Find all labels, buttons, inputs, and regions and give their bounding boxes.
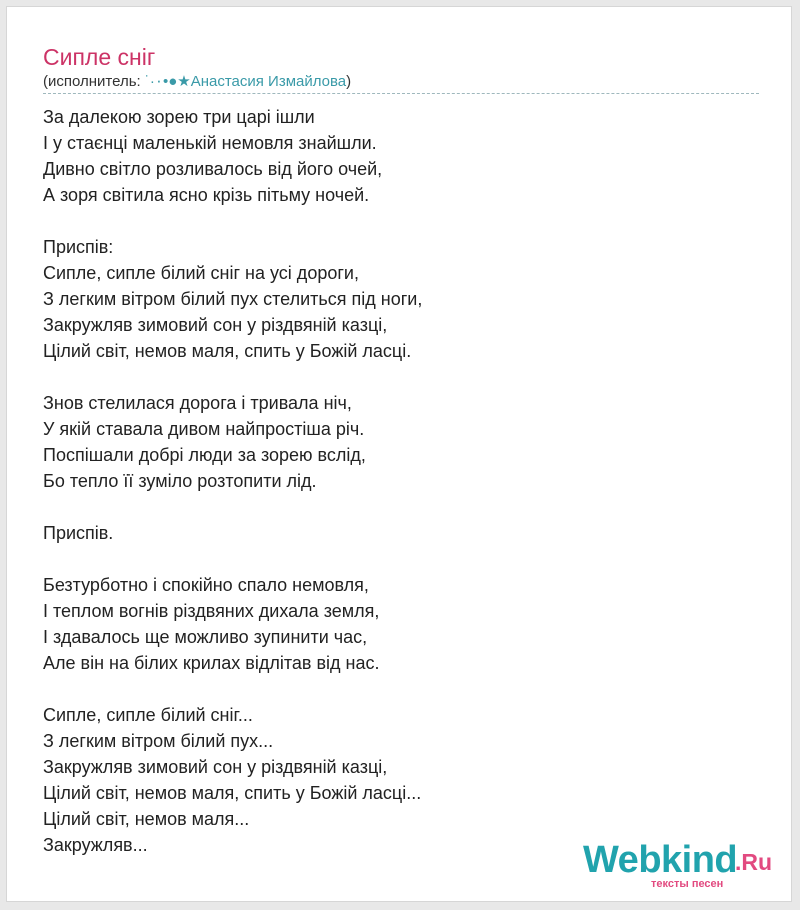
lyric-line: Але він на білих крилах відлітав від нас. bbox=[43, 653, 380, 673]
lyric-line: Закружляв зимовий сон у різдвяній казці, bbox=[43, 315, 388, 335]
artist-link[interactable]: ˙·٠•●★Анастасия Измайлова bbox=[144, 73, 347, 90]
stanza-gap bbox=[43, 208, 743, 234]
webkind-logo[interactable] bbox=[583, 837, 783, 895]
lyrics-card bbox=[6, 6, 792, 902]
dashed-divider bbox=[43, 93, 759, 94]
lyric-line: Сипле, сипле білий сніг... bbox=[43, 705, 253, 725]
lyric-line: З легким вітром білий пух... bbox=[43, 731, 274, 751]
lyric-line: Бо тепло її зуміло розтопити лід. bbox=[43, 471, 317, 491]
lyric-line: Дивно світло розливалось від його очей, bbox=[43, 159, 383, 179]
performer-line bbox=[43, 73, 351, 91]
stanza-gap bbox=[43, 676, 743, 702]
performer-prefix: (исполнитель: bbox=[43, 73, 145, 90]
logo-domain: .Ru bbox=[735, 849, 773, 875]
lyric-line: Знов стелилася дорога і тривала ніч, bbox=[43, 393, 352, 413]
lyric-line: І теплом вогнів різдвяних дихала земля, bbox=[43, 601, 380, 621]
performer-suffix: ) bbox=[346, 73, 352, 90]
lyric-line: За далекою зорею три царі ішли bbox=[43, 107, 315, 127]
lyric-line: Цілий світ, немов маля... bbox=[43, 809, 250, 829]
lyric-line: Закружляв зимовий сон у різдвяній казці, bbox=[43, 757, 388, 777]
lyric-line: Цілий світ, немов маля, спить у Божій ласці. bbox=[43, 341, 412, 361]
lyric-line: І у стаєнці маленькій немовля знайшли. bbox=[43, 133, 377, 153]
lyric-line: Сипле, сипле білий сніг на усі дороги, bbox=[43, 263, 359, 283]
lyric-line: Поспішали добрі люди за зорею вслід, bbox=[43, 445, 366, 465]
lyric-line: А зоря світила ясно крізь пітьму ночей. bbox=[43, 185, 370, 205]
stanza-gap bbox=[43, 494, 743, 520]
logo-tagline: тексты песен bbox=[651, 878, 724, 890]
logo-wordmark: Webkind bbox=[583, 839, 738, 881]
lyric-line: Безтурботно і спокійно спало немовля, bbox=[43, 575, 369, 595]
stanza-gap bbox=[43, 364, 743, 390]
lyric-line: Закружляв... bbox=[43, 835, 148, 855]
song-title: Сипле сніг bbox=[43, 44, 156, 70]
lyric-line: Приспів. bbox=[43, 523, 114, 543]
lyric-line: Цілий світ, немов маля, спить у Божій ласці... bbox=[43, 783, 422, 803]
lyric-line: Приспів: bbox=[43, 237, 114, 257]
stanza-gap bbox=[43, 546, 743, 572]
lyric-line: У якій ставала дивом найпростіша річ. bbox=[43, 419, 365, 439]
lyric-line: З легким вітром білий пух стелиться під ноги, bbox=[43, 289, 423, 309]
lyric-line: І здавалось ще можливо зупинити час, bbox=[43, 627, 368, 647]
lyrics-text bbox=[43, 104, 743, 858]
